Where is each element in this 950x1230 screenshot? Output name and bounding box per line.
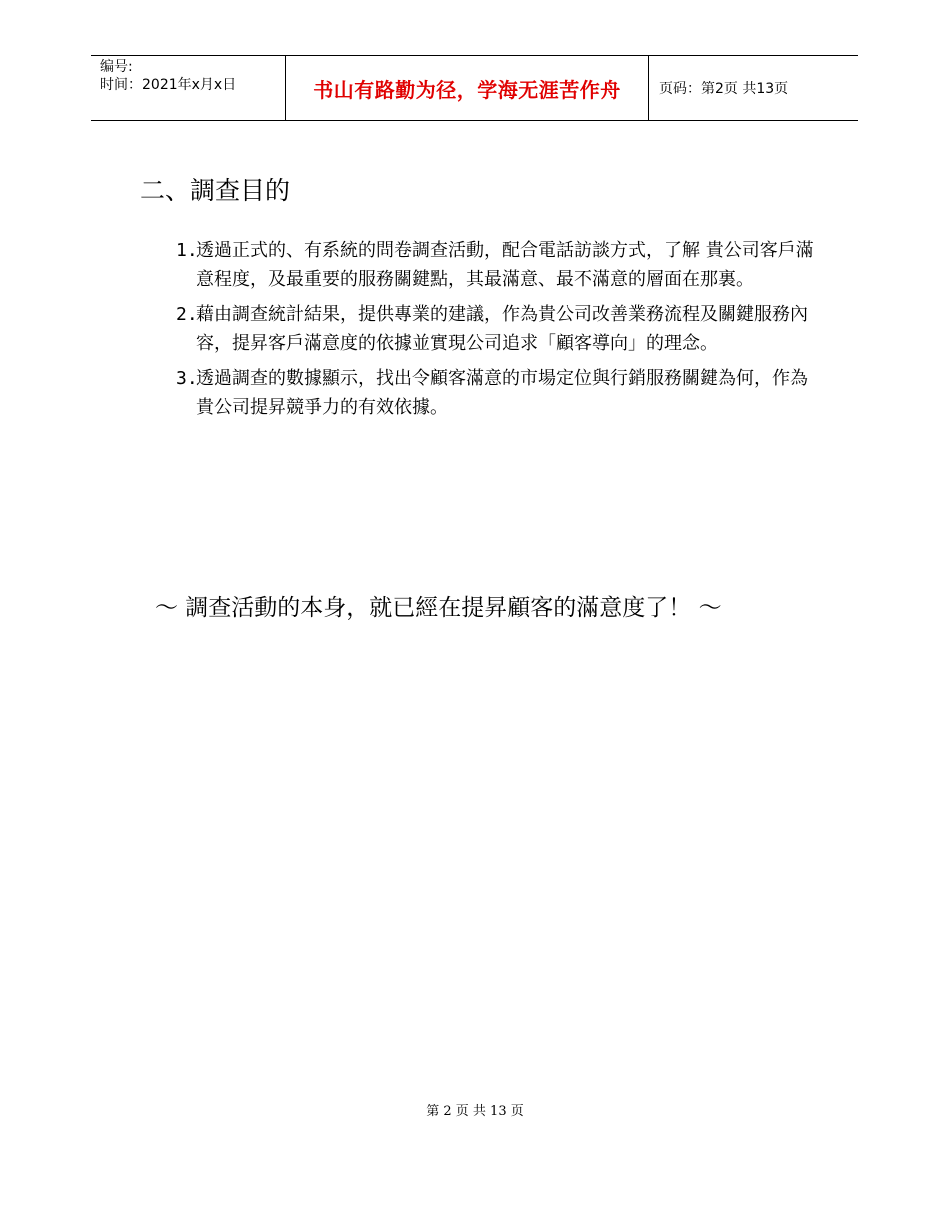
list-item-number: 1. — [176, 240, 198, 261]
header-meta — [91, 56, 286, 120]
list-item-text: 透過正式的、有系統的問卷調查活動，配合電話訪談方式，了解 貴公司客戶滿意程度，及最重要的服務關鍵點，其最滿意、最不滿意的層面在那裏。 — [196, 240, 814, 290]
list-item — [176, 364, 816, 422]
list-item-number: 3. — [176, 368, 198, 389]
header-motto: 书山有路勤为径，学海无涯苦作舟 — [286, 56, 649, 120]
slogan: ～ 調查活動的本身，就已經在提昇顧客的滿意度了！ ～ — [155, 595, 722, 621]
list-item-text: 透過調查的數據顯示，找出令顧客滿意的市場定位與行銷服務關鍵為何，作為 貴公司提昇競爭力的有效依據。 — [196, 368, 808, 418]
list-item-text: 藉由調查統計結果，提供專業的建議，作為貴公司改善業務流程及關鍵服務內容，提昇客戶滿意度的依據並實現公司追求「顧客導向」的理念。 — [196, 304, 808, 354]
page-footer: 第 2 页 共 13 页 — [426, 1104, 524, 1119]
list-item-number: 2. — [176, 304, 198, 325]
list-item — [176, 300, 816, 358]
page-header — [91, 55, 858, 121]
purpose-list — [176, 236, 816, 428]
time-label: 时间：2021年x月x日 — [100, 77, 237, 93]
list-item — [176, 236, 816, 294]
number-label: 编号: — [100, 59, 133, 75]
header-page-info: 页码：第2页 共13页 — [659, 81, 789, 97]
section-title: 二、調查目的 — [140, 176, 291, 205]
